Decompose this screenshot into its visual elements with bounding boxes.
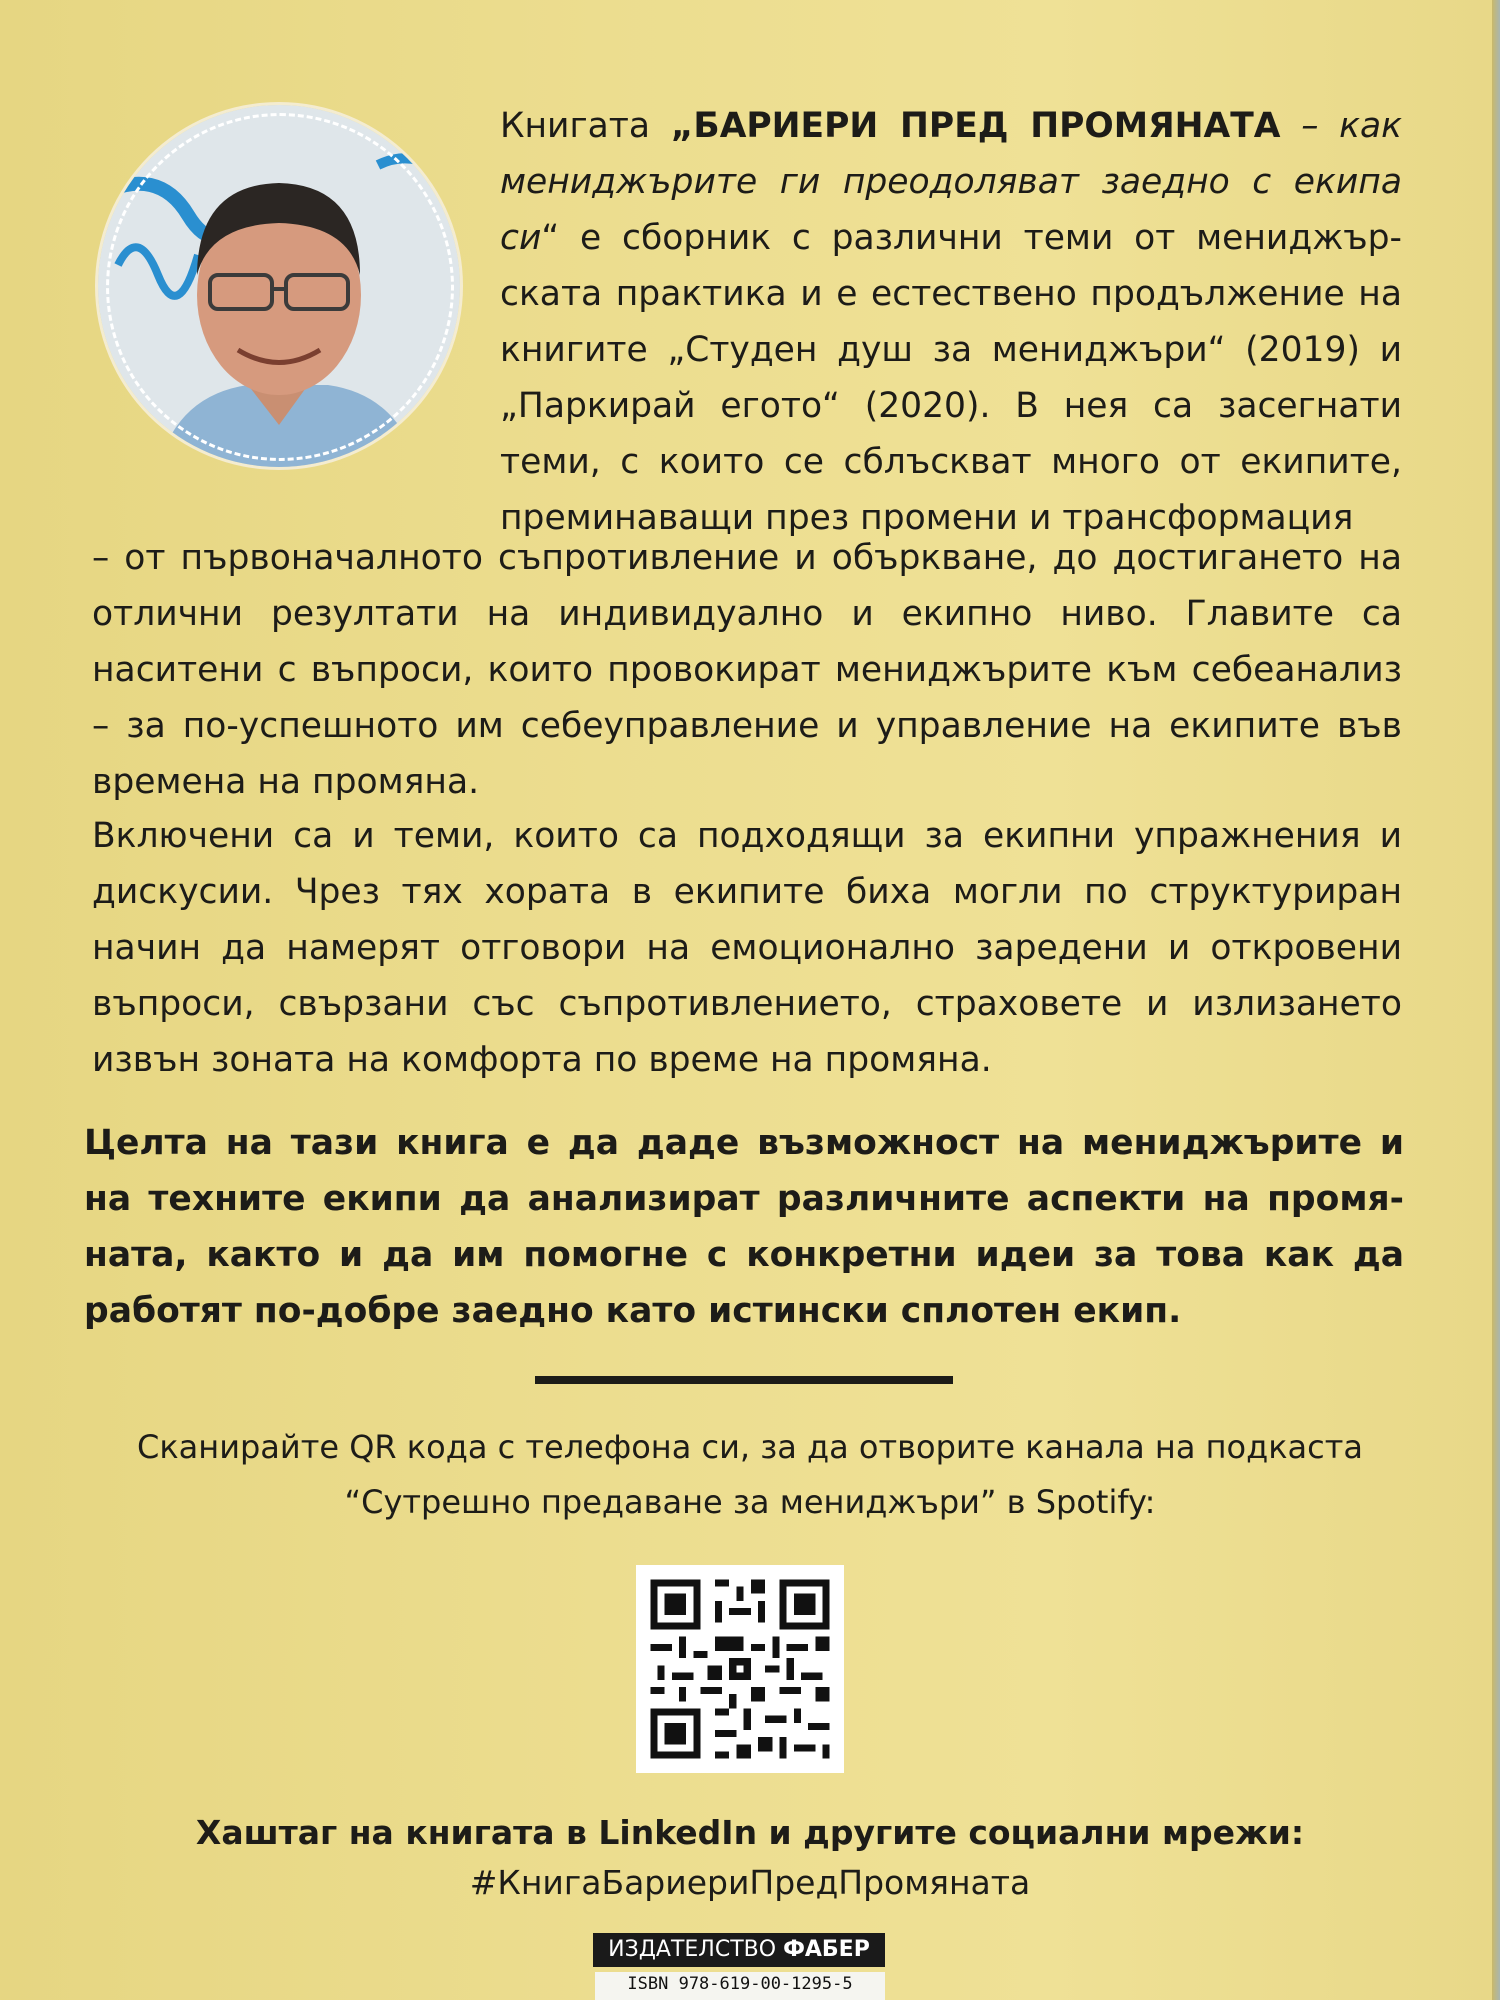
intro-lead: Книгата (500, 106, 671, 146)
qr-code[interactable] (636, 1565, 844, 1773)
publisher-logo (593, 1933, 885, 1967)
book-hashtag[interactable]: #КнигаБариериПредПромяната (469, 1863, 1031, 1902)
divider (535, 1376, 953, 1384)
publisher-name: ФАБЕР (783, 1937, 870, 1962)
cover-edge (1492, 0, 1500, 2000)
hashtag-heading: Хаштаг на книгата в LinkedIn и другите социални мрежи: (195, 1813, 1305, 1852)
publisher-prefix: ИЗДАТЕЛСТВО (608, 1937, 784, 1962)
book-subtitle: – как мениджърите ги преодоляват заедно с екипа си (500, 106, 1402, 258)
book-title: „БАРИЕРИ ПРЕД ПРОМЯНАТА (670, 106, 1281, 146)
author-photo (98, 105, 460, 467)
second-paragraph: Включени са и теми, които са подходящи за екипни упражнения и дискусии. Чрез тях хората в екипите биха могли по структуриран начин да намерят отговори на емоционално заредени и откровени въпроси, свързани със съпротивлението, страховете и излизането извън зоната на комфорта по време на промяна. (92, 816, 1402, 1080)
photo-stitch-border (106, 113, 454, 461)
purpose-paragraph: Целта на тази книга е да даде възможност на мениджърите и на техните екипи да анализират различните аспекти на промя-ната, както и да им помогне с конкретни идеи за това как да работят по-добре заедно като истински сплотен екип. (84, 1123, 1404, 1331)
scan-line-1: Сканирайте QR кода с телефона си, за да отворите канала на подкаста (136, 1428, 1363, 1466)
intro-paragraph-continued: – от първоначалното съпротивление и объркване, до достигането на отлични резултати на индивидуално и екипно ниво. Главите са наситени с въпроси, които провокират мениджърите към себеанализ – за по-успешното им себеуправление и управление на екипите във времена на промяна. (92, 538, 1402, 802)
intro-text: “ е сборник с различни теми от мениджър-ската практика и е естествено продължение на книгите „Студен душ за мениджъри“ (2019) и „Паркирай егото“ (2020). В нея са засегнати теми, с които се сблъскват много от екипите, преминаващи през промени и трансформация (500, 218, 1402, 538)
isbn-label: ISBN 978-619-00-1295-5 (595, 1972, 885, 2000)
scan-line-2: “Сутрешно предаване за мениджъри” в Spotify: (344, 1483, 1156, 1521)
scan-instructions (60, 1420, 1440, 1530)
intro-paragraph (500, 98, 1402, 546)
